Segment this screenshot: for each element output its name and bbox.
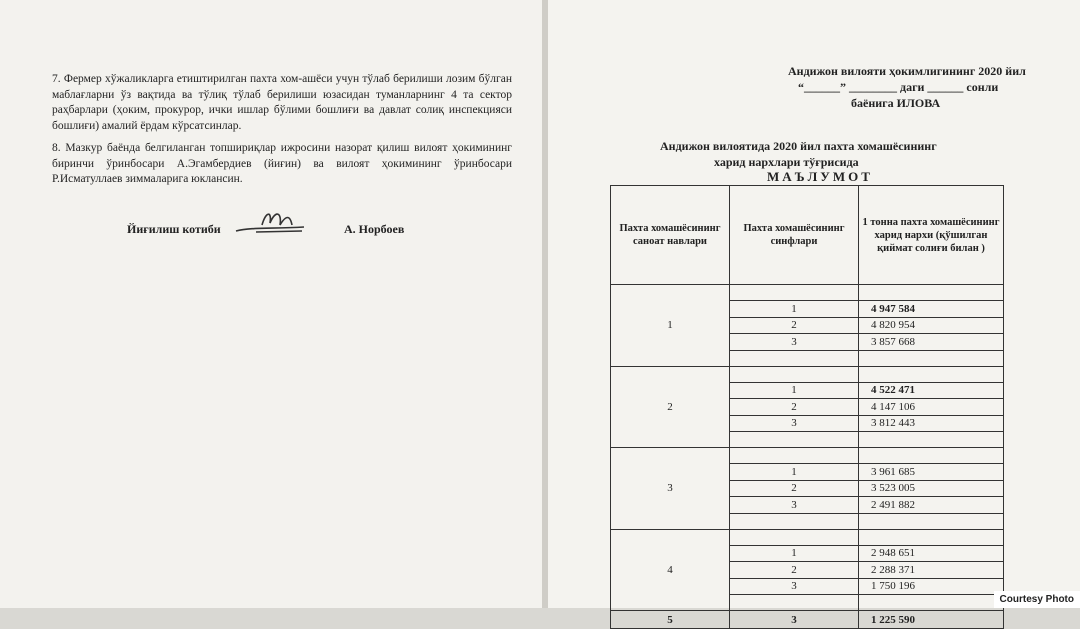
column-header-class: Пахта хомашёсининг синфлари (730, 186, 859, 285)
spacer-row (611, 448, 1004, 464)
document-title-line2: харид нархлари тўғрисида (714, 155, 859, 169)
document-title: МАЪЛУМОТ (767, 169, 873, 184)
price-cell: 3 523 005 (859, 480, 1004, 497)
price-cell: 1 750 196 (859, 578, 1004, 595)
spacer-row (611, 285, 1004, 301)
appendix-header-line1: Андижон вилояти ҳокимлигининг 2020 йил (788, 64, 1026, 78)
class-cell: 3 (730, 578, 859, 595)
price-cell: 4 820 954 (859, 317, 1004, 334)
class-cell: 2 (730, 562, 859, 579)
class-cell: 1 (730, 545, 859, 562)
price-cell: 3 812 443 (859, 415, 1004, 432)
price-cell: 2 491 882 (859, 497, 1004, 514)
paragraph-7: 7. Фермер хўжаликларга етиштирилган пахта хом-ашёси учун тўлаб берилиши лозим бўлган маблағларни ўз вақтида ва тўлиқ тўлаб берилиши юзасидан туманларнинг 4 та сектор раҳбарлари (ҳоким, прокурор, ички ишлар бўлими бошлиғи ва давлат солиқ инспекцияси бошлиғи) амалий ёрдам кўрсатсинлар. (52, 73, 512, 132)
spacer-row (611, 529, 1004, 545)
signatory-name: А. Норбоев (344, 222, 405, 236)
column-header-price: 1 тонна пахта хомашёсининг харид нархи (қўшилган қиймат солиғи билан ) (859, 186, 1004, 285)
spacer-row (611, 366, 1004, 382)
photo-credit: Courtesy Photo (994, 591, 1080, 608)
class-cell: 3 (730, 415, 859, 432)
class-cell: 1 (730, 301, 859, 318)
right-document-page (548, 0, 1080, 626)
paragraph-8: 8. Мазкур баёнда белгиланган топшириқлар ижросини назорат қилиш вилоят ҳокимининг биринчи ўринбосари А.Эгамбердиев (йиғин) ва вилоят ҳокимининг ўринбосари Р.Исматуллаев зиммаларига юклансин. (52, 142, 512, 185)
price-cell: 1 225 590 (859, 611, 1004, 629)
class-cell: 3 (730, 334, 859, 351)
class-cell: 2 (730, 480, 859, 497)
price-cell: 4 947 584 (859, 301, 1004, 318)
class-cell: 2 (730, 317, 859, 334)
class-cell: 3 (730, 611, 859, 629)
signature-title: Йиғилиш котиби (127, 222, 221, 236)
class-cell: 2 (730, 399, 859, 416)
price-cell: 3 961 685 (859, 464, 1004, 481)
document-title-line1: Андижон вилоятида 2020 йил пахта хомашёсининг (660, 139, 937, 153)
grade-cell: 3 (611, 448, 730, 530)
grade-cell: 5 (611, 611, 730, 629)
left-document-page (0, 0, 542, 608)
price-cell: 4 522 471 (859, 382, 1004, 399)
column-header-grade: Пахта хомашёсининг саноат навлари (611, 186, 730, 285)
table-header-row (611, 186, 1004, 285)
price-cell: 4 147 106 (859, 399, 1004, 416)
price-cell: 3 857 668 (859, 334, 1004, 351)
cotton-price-table (610, 185, 1004, 629)
grade-cell: 2 (611, 366, 730, 448)
grade-cell: 1 (611, 285, 730, 367)
class-cell: 1 (730, 464, 859, 481)
handwritten-signature (232, 205, 312, 237)
appendix-header-line2: “______” ________ даги ______ сонли (798, 80, 999, 94)
class-cell: 3 (730, 497, 859, 514)
total-row (611, 611, 1004, 629)
price-cell: 2 288 371 (859, 562, 1004, 579)
grade-cell: 4 (611, 529, 730, 611)
appendix-header-line3: баёнига ИЛОВА (851, 96, 941, 110)
price-cell: 2 948 651 (859, 545, 1004, 562)
class-cell: 1 (730, 382, 859, 399)
